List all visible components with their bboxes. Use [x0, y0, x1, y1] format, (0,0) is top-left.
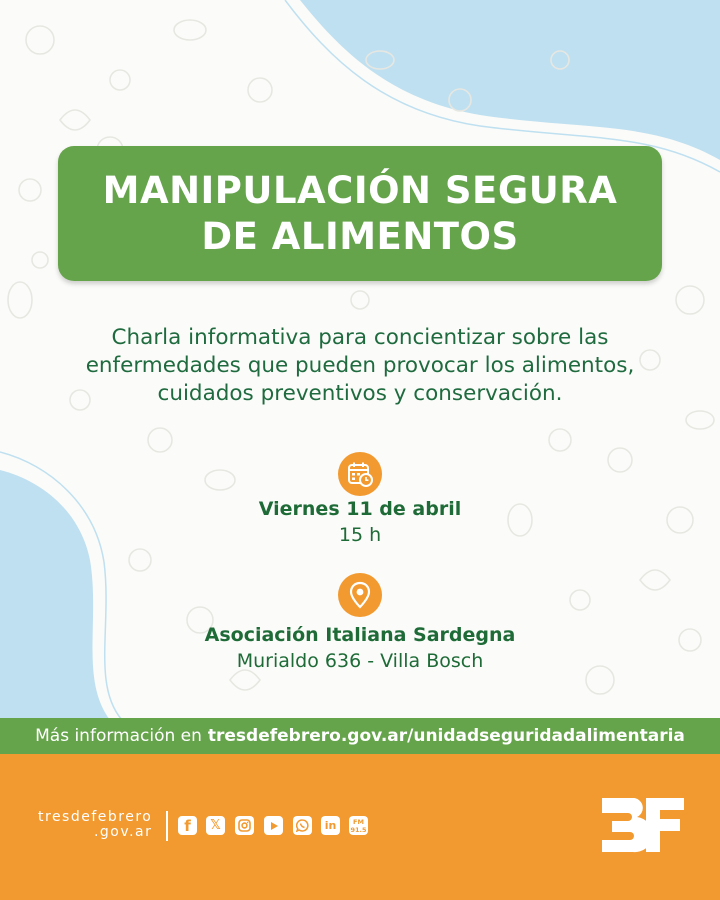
brand-line-2: .gov.ar — [93, 824, 153, 840]
title-banner — [58, 146, 662, 281]
x-icon[interactable] — [206, 816, 225, 835]
linkedin-glyph: in — [324, 819, 337, 832]
event-time: 15 h — [338, 524, 382, 546]
title-line-2: DE ALIMENTOS — [201, 214, 519, 258]
event-description — [40, 324, 680, 408]
tres-de-febrero-3f-logo — [600, 794, 686, 856]
location-pin-icon — [338, 573, 382, 617]
info-prefix: Más información en — [35, 726, 202, 746]
whatsapp-icon[interactable] — [293, 816, 312, 835]
facebook-icon[interactable] — [178, 816, 197, 835]
description-line-2: enfermedades que pueden provocar los alimentos, — [85, 353, 635, 378]
youtube-icon[interactable] — [264, 816, 283, 835]
fm-frequency: 91.5 — [350, 825, 367, 834]
fm-label: FM — [353, 817, 364, 826]
event-date: Viernes 11 de abril — [258, 498, 462, 520]
description-line-3: cuidados preventivos y conservación. — [157, 381, 563, 406]
info-bar — [0, 718, 720, 754]
page-title — [103, 168, 618, 260]
event-place: Asociación Italiana Sardegna — [204, 624, 516, 646]
event-address: Murialdo 636 - Villa Bosch — [236, 650, 484, 672]
calendar-clock-icon — [338, 452, 382, 496]
title-line-1: MANIPULACIÓN SEGURA — [102, 168, 618, 212]
brand-wordmark — [38, 810, 152, 840]
linkedin-icon[interactable] — [321, 816, 340, 835]
brand-line-1: tresdefebrero — [38, 809, 153, 825]
info-link[interactable]: tresdefebrero.gov.ar/unidadseguridadalimentaria — [207, 726, 685, 746]
description-line-1: Charla informativa para concientizar sobre las — [111, 325, 609, 350]
facebook-glyph: f — [184, 816, 191, 835]
x-glyph: 𝕏 — [210, 818, 221, 833]
instagram-icon[interactable] — [235, 816, 254, 835]
fm-radio-icon[interactable] — [349, 816, 368, 835]
footer-divider — [166, 811, 168, 841]
